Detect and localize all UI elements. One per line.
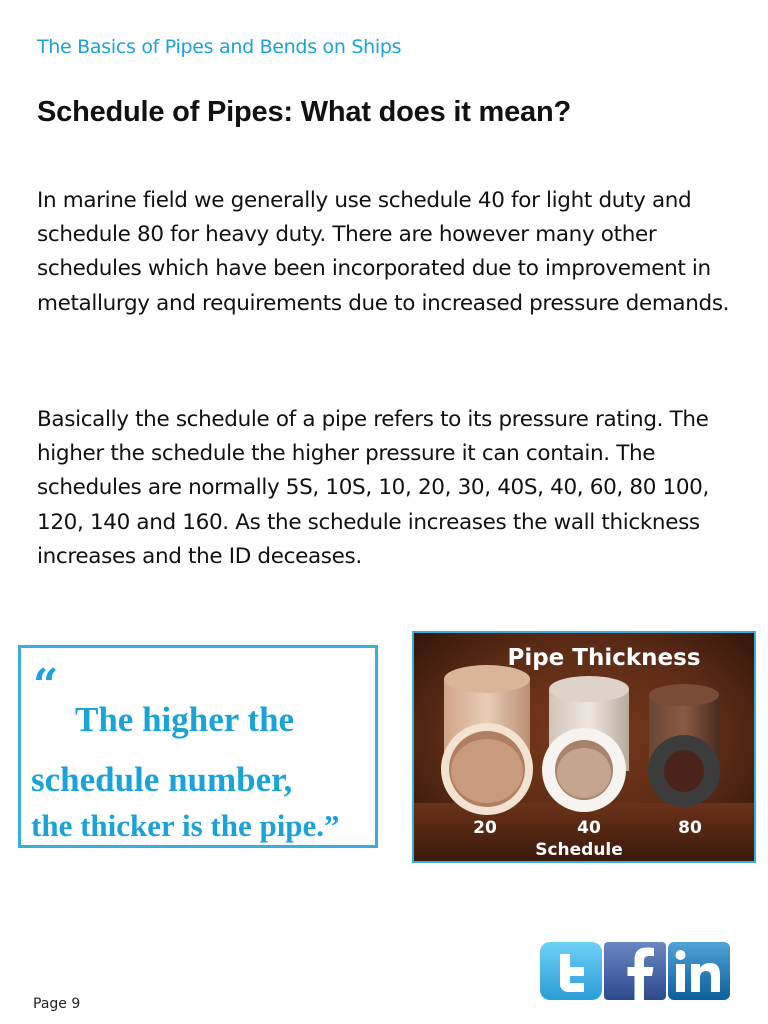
label-sch20: 20 <box>473 818 497 838</box>
page-number: Page 9 <box>33 996 81 1012</box>
pipe-sch40 <box>542 676 629 812</box>
body-paragraph-2: Basically the schedule of a pipe refers to its pressure rating. The higher the schedule the higher pressure it can contain. The schedules are normally 5S, 10S, 10, 20, 30, 40S, 40, 60, 80 100, 120, 140 and 160. As the schedule increases the wall thickness increases and the ID deceases. <box>37 407 709 569</box>
page-title: Schedule of Pipes: What does it mean? <box>37 96 572 128</box>
figure-caption: Schedule <box>535 840 623 860</box>
pipe-thickness-figure <box>412 631 756 863</box>
linkedin-icon[interactable] <box>668 942 730 1000</box>
quote-line-2: schedule number, <box>31 760 293 799</box>
running-title: The Basics of Pipes and Bends on Ships <box>37 36 402 58</box>
label-sch40: 40 <box>577 818 601 838</box>
pull-quote-box <box>18 645 378 848</box>
label-sch80: 80 <box>678 818 702 838</box>
pipe-sch80 <box>648 684 720 807</box>
twitter-icon[interactable] <box>540 942 602 1000</box>
quote-line-1: The higher the <box>75 700 295 739</box>
figure-title: Pipe Thickness <box>507 645 701 671</box>
facebook-icon[interactable] <box>604 942 666 1000</box>
pipe-sch20 <box>441 665 533 815</box>
social-links <box>540 940 730 1002</box>
quote-line-3: the thicker is the pipe.” <box>31 808 340 843</box>
body-paragraph-1: In marine field we generally use schedule 40 for light duty and schedule 80 for heavy duty. There are however many other schedules which have been incorporated due to improvement in metallurgy and requirements due to increased pressure demands. <box>37 188 730 316</box>
pipe-photo-illustration <box>414 633 754 861</box>
open-quote-mark: “ <box>33 660 59 711</box>
